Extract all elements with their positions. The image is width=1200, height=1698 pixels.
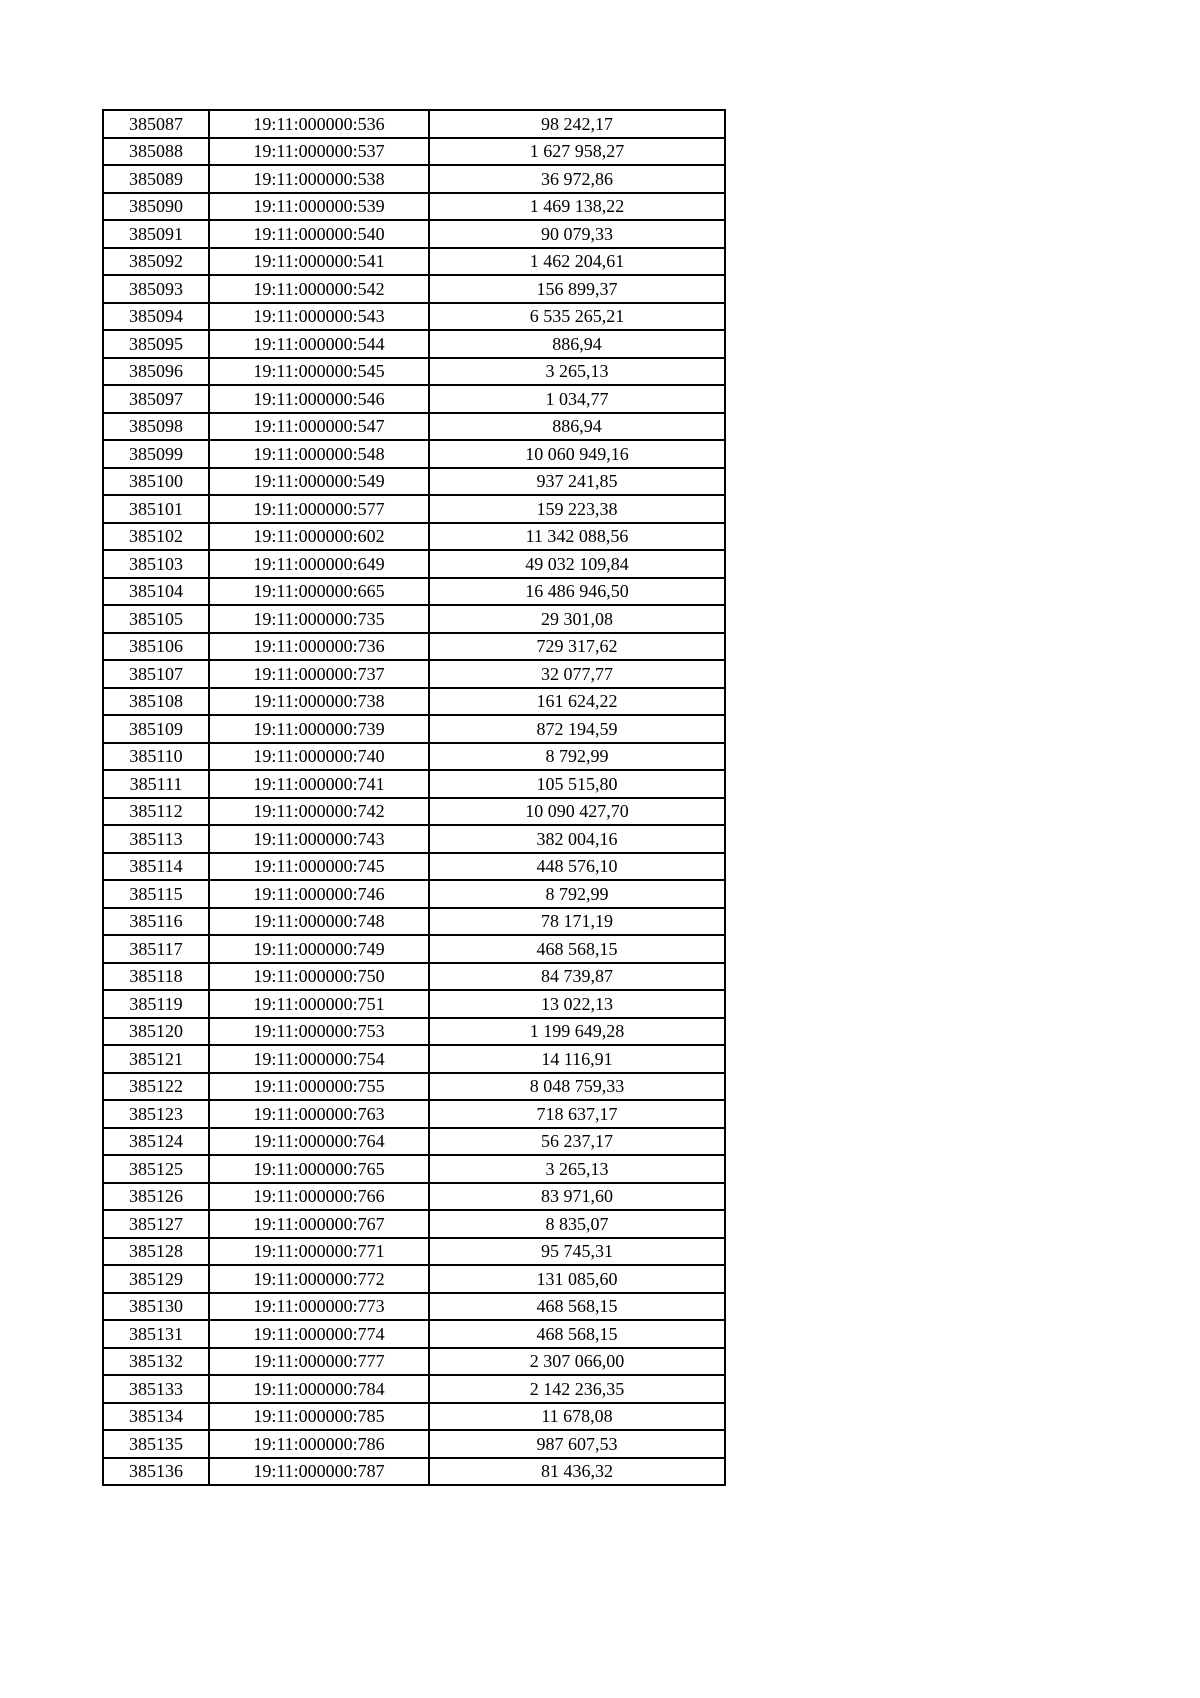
table-row <box>103 550 725 578</box>
row-number-cell: 385119 <box>103 990 209 1018</box>
table-row <box>103 1155 725 1183</box>
table-row <box>103 468 725 496</box>
value-cell: 872 194,59 <box>429 715 725 743</box>
row-number-cell: 385088 <box>103 138 209 166</box>
cadastral-number-cell: 19:11:000000:543 <box>209 303 429 331</box>
table-row <box>103 248 725 276</box>
cadastral-number-cell: 19:11:000000:549 <box>209 468 429 496</box>
cadastral-number-cell: 19:11:000000:777 <box>209 1348 429 1376</box>
value-cell: 3 265,13 <box>429 1155 725 1183</box>
row-number-cell: 385093 <box>103 275 209 303</box>
table-row <box>103 110 725 138</box>
row-number-cell: 385109 <box>103 715 209 743</box>
table-row <box>103 303 725 331</box>
row-number-cell: 385114 <box>103 853 209 881</box>
value-cell: 10 090 427,70 <box>429 798 725 826</box>
cadastral-number-cell: 19:11:000000:736 <box>209 633 429 661</box>
row-number-cell: 385134 <box>103 1403 209 1431</box>
cadastral-number-cell: 19:11:000000:577 <box>209 495 429 523</box>
value-cell: 11 342 088,56 <box>429 523 725 551</box>
value-cell: 84 739,87 <box>429 963 725 991</box>
cadastral-number-cell: 19:11:000000:541 <box>209 248 429 276</box>
value-cell: 159 223,38 <box>429 495 725 523</box>
table-row <box>103 1210 725 1238</box>
cadastral-number-cell: 19:11:000000:546 <box>209 385 429 413</box>
row-number-cell: 385100 <box>103 468 209 496</box>
value-cell: 131 085,60 <box>429 1265 725 1293</box>
cadastral-number-cell: 19:11:000000:751 <box>209 990 429 1018</box>
table-row <box>103 1320 725 1348</box>
row-number-cell: 385094 <box>103 303 209 331</box>
row-number-cell: 385123 <box>103 1100 209 1128</box>
table-row <box>103 1100 725 1128</box>
value-cell: 448 576,10 <box>429 853 725 881</box>
row-number-cell: 385087 <box>103 110 209 138</box>
row-number-cell: 385122 <box>103 1073 209 1101</box>
table-row <box>103 330 725 358</box>
cadastral-number-cell: 19:11:000000:542 <box>209 275 429 303</box>
row-number-cell: 385097 <box>103 385 209 413</box>
row-number-cell: 385101 <box>103 495 209 523</box>
cadastral-number-cell: 19:11:000000:772 <box>209 1265 429 1293</box>
table-row <box>103 605 725 633</box>
table-row <box>103 523 725 551</box>
table-row <box>103 275 725 303</box>
cadastral-number-cell: 19:11:000000:742 <box>209 798 429 826</box>
table-row <box>103 853 725 881</box>
value-cell: 382 004,16 <box>429 825 725 853</box>
value-cell: 13 022,13 <box>429 990 725 1018</box>
table-row <box>103 385 725 413</box>
value-cell: 32 077,77 <box>429 660 725 688</box>
table-row <box>103 1018 725 1046</box>
row-number-cell: 385115 <box>103 880 209 908</box>
cadastral-number-cell: 19:11:000000:774 <box>209 1320 429 1348</box>
row-number-cell: 385112 <box>103 798 209 826</box>
row-number-cell: 385091 <box>103 220 209 248</box>
row-number-cell: 385089 <box>103 165 209 193</box>
row-number-cell: 385096 <box>103 358 209 386</box>
cadastral-number-cell: 19:11:000000:765 <box>209 1155 429 1183</box>
row-number-cell: 385090 <box>103 193 209 221</box>
cadastral-number-cell: 19:11:000000:737 <box>209 660 429 688</box>
table-row <box>103 1375 725 1403</box>
cadastral-number-cell: 19:11:000000:750 <box>209 963 429 991</box>
cadastral-number-cell: 19:11:000000:665 <box>209 578 429 606</box>
row-number-cell: 385105 <box>103 605 209 633</box>
row-number-cell: 385108 <box>103 688 209 716</box>
table-row <box>103 1265 725 1293</box>
table-row <box>103 1348 725 1376</box>
cadastral-number-cell: 19:11:000000:539 <box>209 193 429 221</box>
cadastral-number-cell: 19:11:000000:773 <box>209 1293 429 1321</box>
table-row <box>103 1293 725 1321</box>
row-number-cell: 385113 <box>103 825 209 853</box>
value-cell: 937 241,85 <box>429 468 725 496</box>
value-cell: 468 568,15 <box>429 1320 725 1348</box>
value-cell: 156 899,37 <box>429 275 725 303</box>
value-cell: 8 048 759,33 <box>429 1073 725 1101</box>
row-number-cell: 385121 <box>103 1045 209 1073</box>
cadastral-number-cell: 19:11:000000:548 <box>209 440 429 468</box>
table-row <box>103 990 725 1018</box>
value-cell: 6 535 265,21 <box>429 303 725 331</box>
cadastral-number-cell: 19:11:000000:545 <box>209 358 429 386</box>
value-cell: 95 745,31 <box>429 1238 725 1266</box>
value-cell: 14 116,91 <box>429 1045 725 1073</box>
value-cell: 2 142 236,35 <box>429 1375 725 1403</box>
table-row <box>103 660 725 688</box>
table-row <box>103 138 725 166</box>
table-row <box>103 1458 725 1486</box>
value-cell: 83 971,60 <box>429 1183 725 1211</box>
row-number-cell: 385110 <box>103 743 209 771</box>
cadastral-number-cell: 19:11:000000:746 <box>209 880 429 908</box>
table-row <box>103 495 725 523</box>
cadastral-number-cell: 19:11:000000:767 <box>209 1210 429 1238</box>
table-row <box>103 798 725 826</box>
row-number-cell: 385117 <box>103 935 209 963</box>
cadastral-number-cell: 19:11:000000:602 <box>209 523 429 551</box>
table-row <box>103 825 725 853</box>
cadastral-number-cell: 19:11:000000:739 <box>209 715 429 743</box>
table-row <box>103 165 725 193</box>
row-number-cell: 385127 <box>103 1210 209 1238</box>
table-row <box>103 578 725 606</box>
value-cell: 56 237,17 <box>429 1128 725 1156</box>
value-cell: 3 265,13 <box>429 358 725 386</box>
cadastral-number-cell: 19:11:000000:787 <box>209 1458 429 1486</box>
table-row <box>103 688 725 716</box>
cadastral-number-cell: 19:11:000000:547 <box>209 413 429 441</box>
cadastral-number-cell: 19:11:000000:748 <box>209 908 429 936</box>
value-cell: 1 462 204,61 <box>429 248 725 276</box>
table-row <box>103 1430 725 1458</box>
table-row <box>103 1128 725 1156</box>
table-row <box>103 963 725 991</box>
value-cell: 105 515,80 <box>429 770 725 798</box>
value-cell: 90 079,33 <box>429 220 725 248</box>
cadastral-number-cell: 19:11:000000:755 <box>209 1073 429 1101</box>
cadastral-number-cell: 19:11:000000:649 <box>209 550 429 578</box>
value-cell: 1 627 958,27 <box>429 138 725 166</box>
cadastral-number-cell: 19:11:000000:540 <box>209 220 429 248</box>
table-body <box>103 110 725 1485</box>
cadastral-number-cell: 19:11:000000:544 <box>209 330 429 358</box>
cadastral-number-cell: 19:11:000000:537 <box>209 138 429 166</box>
row-number-cell: 385132 <box>103 1348 209 1376</box>
value-cell: 11 678,08 <box>429 1403 725 1431</box>
value-cell: 81 436,32 <box>429 1458 725 1486</box>
value-cell: 468 568,15 <box>429 935 725 963</box>
row-number-cell: 385107 <box>103 660 209 688</box>
cadastral-number-cell: 19:11:000000:735 <box>209 605 429 633</box>
table-row <box>103 743 725 771</box>
cadastral-number-cell: 19:11:000000:786 <box>209 1430 429 1458</box>
cadastral-number-cell: 19:11:000000:766 <box>209 1183 429 1211</box>
table-row <box>103 1045 725 1073</box>
value-cell: 1 469 138,22 <box>429 193 725 221</box>
cadastral-number-cell: 19:11:000000:771 <box>209 1238 429 1266</box>
cadastral-number-cell: 19:11:000000:743 <box>209 825 429 853</box>
value-cell: 36 972,86 <box>429 165 725 193</box>
value-cell: 8 792,99 <box>429 880 725 908</box>
row-number-cell: 385130 <box>103 1293 209 1321</box>
table-row <box>103 633 725 661</box>
cadastral-number-cell: 19:11:000000:753 <box>209 1018 429 1046</box>
row-number-cell: 385136 <box>103 1458 209 1486</box>
cadastral-number-cell: 19:11:000000:740 <box>209 743 429 771</box>
table-row <box>103 908 725 936</box>
row-number-cell: 385120 <box>103 1018 209 1046</box>
row-number-cell: 385133 <box>103 1375 209 1403</box>
value-cell: 8 835,07 <box>429 1210 725 1238</box>
cadastral-number-cell: 19:11:000000:763 <box>209 1100 429 1128</box>
cadastral-number-cell: 19:11:000000:754 <box>209 1045 429 1073</box>
row-number-cell: 385125 <box>103 1155 209 1183</box>
table-row <box>103 440 725 468</box>
table-row <box>103 413 725 441</box>
table-row <box>103 770 725 798</box>
value-cell: 16 486 946,50 <box>429 578 725 606</box>
value-cell: 10 060 949,16 <box>429 440 725 468</box>
cadastral-number-cell: 19:11:000000:536 <box>209 110 429 138</box>
value-cell: 468 568,15 <box>429 1293 725 1321</box>
table-row <box>103 715 725 743</box>
row-number-cell: 385129 <box>103 1265 209 1293</box>
cadastral-value-table <box>102 109 726 1486</box>
row-number-cell: 385092 <box>103 248 209 276</box>
value-cell: 8 792,99 <box>429 743 725 771</box>
table-row <box>103 1238 725 1266</box>
row-number-cell: 385135 <box>103 1430 209 1458</box>
table-row <box>103 358 725 386</box>
value-cell: 1 199 649,28 <box>429 1018 725 1046</box>
row-number-cell: 385098 <box>103 413 209 441</box>
row-number-cell: 385124 <box>103 1128 209 1156</box>
value-cell: 2 307 066,00 <box>429 1348 725 1376</box>
row-number-cell: 385095 <box>103 330 209 358</box>
table-row <box>103 1403 725 1431</box>
row-number-cell: 385106 <box>103 633 209 661</box>
value-cell: 987 607,53 <box>429 1430 725 1458</box>
table-row <box>103 935 725 963</box>
cadastral-number-cell: 19:11:000000:764 <box>209 1128 429 1156</box>
cadastral-number-cell: 19:11:000000:738 <box>209 688 429 716</box>
value-cell: 78 171,19 <box>429 908 725 936</box>
row-number-cell: 385099 <box>103 440 209 468</box>
table-row <box>103 1073 725 1101</box>
table-row <box>103 220 725 248</box>
cadastral-number-cell: 19:11:000000:538 <box>209 165 429 193</box>
value-cell: 49 032 109,84 <box>429 550 725 578</box>
cadastral-number-cell: 19:11:000000:784 <box>209 1375 429 1403</box>
table-row <box>103 1183 725 1211</box>
cadastral-number-cell: 19:11:000000:785 <box>209 1403 429 1431</box>
value-cell: 98 242,17 <box>429 110 725 138</box>
row-number-cell: 385118 <box>103 963 209 991</box>
row-number-cell: 385104 <box>103 578 209 606</box>
value-cell: 718 637,17 <box>429 1100 725 1128</box>
row-number-cell: 385126 <box>103 1183 209 1211</box>
row-number-cell: 385116 <box>103 908 209 936</box>
row-number-cell: 385102 <box>103 523 209 551</box>
cadastral-number-cell: 19:11:000000:749 <box>209 935 429 963</box>
value-cell: 886,94 <box>429 413 725 441</box>
row-number-cell: 385128 <box>103 1238 209 1266</box>
value-cell: 1 034,77 <box>429 385 725 413</box>
cadastral-number-cell: 19:11:000000:745 <box>209 853 429 881</box>
cadastral-number-cell: 19:11:000000:741 <box>209 770 429 798</box>
table-row <box>103 880 725 908</box>
value-cell: 729 317,62 <box>429 633 725 661</box>
value-cell: 886,94 <box>429 330 725 358</box>
row-number-cell: 385111 <box>103 770 209 798</box>
row-number-cell: 385131 <box>103 1320 209 1348</box>
row-number-cell: 385103 <box>103 550 209 578</box>
table-row <box>103 193 725 221</box>
value-cell: 29 301,08 <box>429 605 725 633</box>
value-cell: 161 624,22 <box>429 688 725 716</box>
